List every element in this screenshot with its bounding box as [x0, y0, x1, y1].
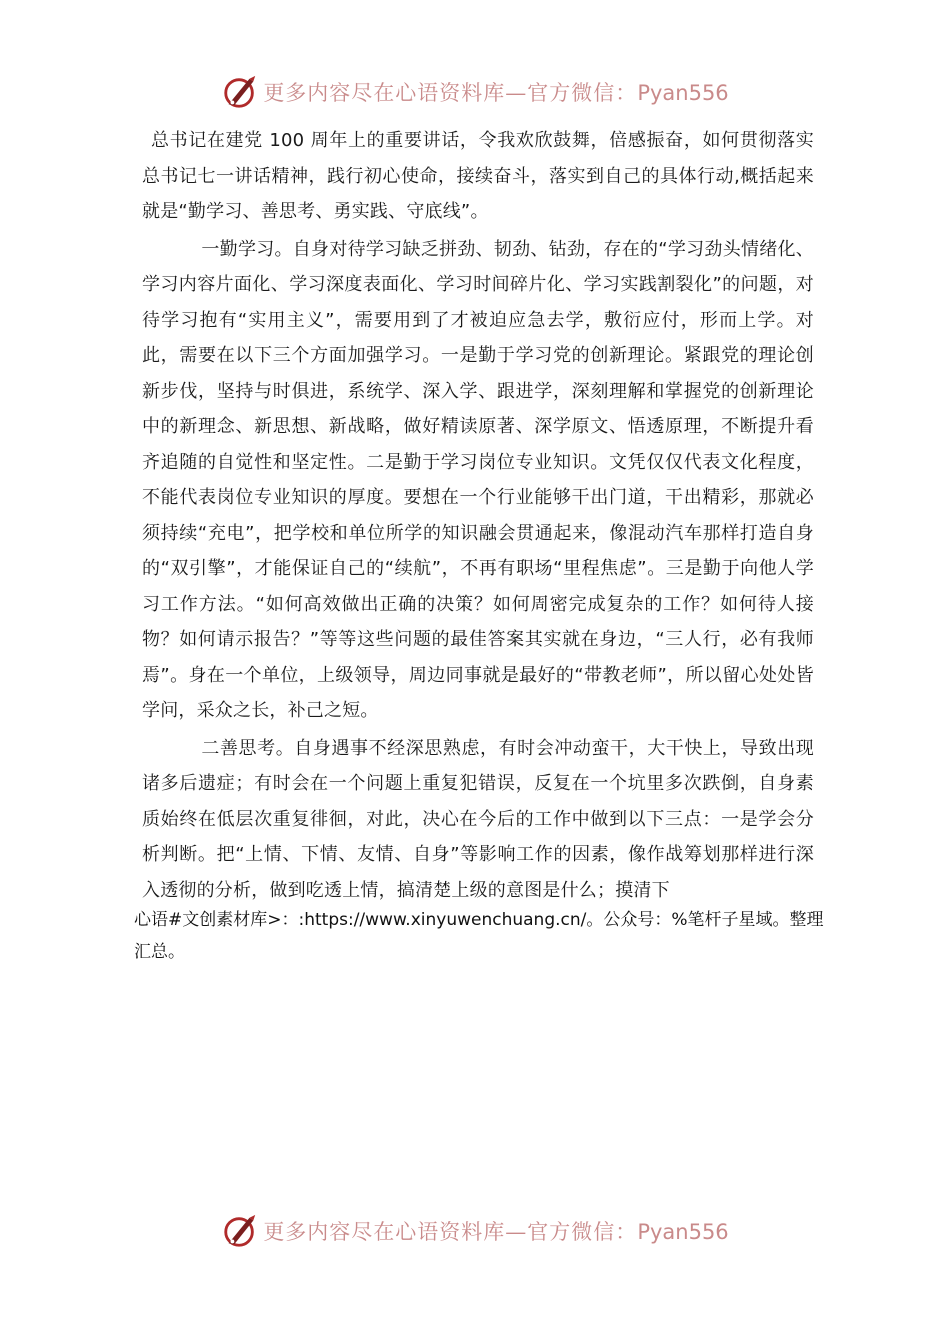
document-body [142, 123, 814, 910]
source-note: 心语#文创素材库>：:https://www.xinyuwenchuang.cn/。公众号：%笔杆子星域。整理汇总。 [134, 910, 824, 962]
header-banner [0, 72, 950, 112]
footer-banner [0, 1211, 950, 1251]
paragraph-study: 一勤学习。自身对待学习缺乏拼劲、韧劲、钻劲，存在的“学习劲头情绪化、学习内容片面化、学习深度表面化、学习时间碎片化、学习实践割裂化”的问题，对待学习抱有“实用主义”，需要用到了才被迫应急去学，敷衍应付，形而上学。对此，需要在以下三个方面加强学习。一是勤于学习党的创新理论。紧跟党的理论创新步伐，坚持与时俱进，系统学、深入学、跟进学，深刻理解和掌握党的创新理论中的新理念、新思想、新战略，做好精读原著、深学原文、悟透原理，不断提升看齐追随的自觉性和坚定性。二是勤于学习岗位专业知识。文凭仅仅代表文化程度，不能代表岗位专业知识的厚度。要想在一个行业能够干出门道，干出精彩，那就必须持续“充电”，把学校和单位所学的知识融会贯通起来，像混动汽车那样打造自身的“双引擎”，才能保证自己的“续航”，不再有职场“里程焦虑”。三是勤于向他人学习工作方法。“如何高效做出正确的决策？如何周密完成复杂的工作？如何待人接物？如何请示报告？”等等这些问题的最佳答案其实就在身边，“三人行，必有我师焉”。身在一个单位，上级领导，周边同事就是最好的“带教老师”，所以留心处处皆学问，采众之长，补己之短。 [142, 238, 814, 721]
paragraph-thinking: 二善思考。自身遇事不经深思熟虑，有时会冲动蛮干，大干快上，导致出现诸多后遗症；有时会在一个问题上重复犯错误，反复在一个坑里多次跌倒，自身素质始终在低层次重复徘徊，对此，决心在今后的工作中做到以下三点：一是学会分析判断。把“上情、下情、友情、自身”等影响工作的因素，像作战筹划那样进行深入透彻的分析，做到吃透上情，搞清楚上级的意图是什么；摸清下 [142, 737, 814, 901]
wechat-id: Pyan556 [637, 81, 729, 105]
quill-pen-logo-icon [221, 73, 259, 111]
wechat-id: Pyan556 [637, 1220, 729, 1244]
paragraph-intro: 总书记在建党 100 周年上的重要讲话，令我欢欣鼓舞，倍感振奋，如何贯彻落实总书记七一讲话精神，践行初心使命，接续奋斗，落实到自己的具体行动,概括起来就是“勤学习、善思考、勇实践、守底线”。 [142, 130, 814, 222]
quill-pen-logo-icon [221, 1212, 259, 1250]
banner-text: 更多内容尽在心语资料库—官方微信：Pyan556 [263, 1220, 729, 1244]
banner-text: 更多内容尽在心语资料库—官方微信：Pyan556 [263, 81, 729, 105]
